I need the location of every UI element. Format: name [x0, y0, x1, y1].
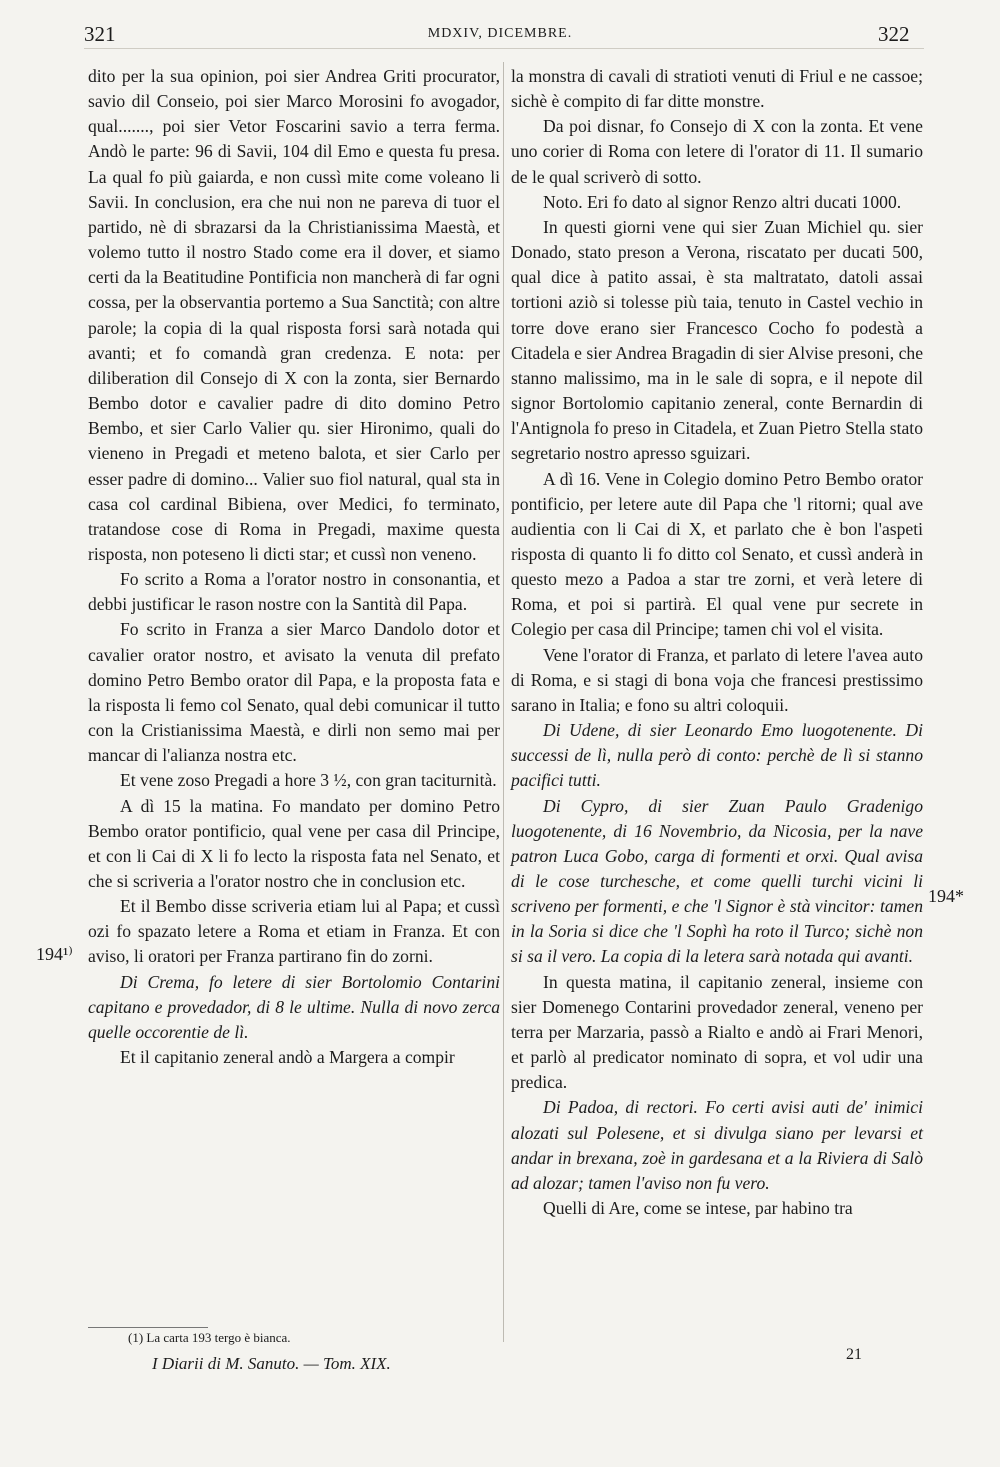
- page-number-right: 322: [878, 22, 910, 46]
- page-number-left: 321: [84, 22, 116, 46]
- column-divider: [503, 62, 504, 1342]
- paragraph: Di Udene, di sier Leonardo Emo luogotenente. Di successi de lì, nulla però di conto: perchè de lì si stanno pacifici tutti.: [511, 720, 923, 791]
- paragraph: In questi giorni vene qui sier Zuan Michiel qu. sier Donado, stato preson a Verona, riscatato per ducati 500, qual dice à patito assai, è sta maltratato, datoli assai tortioni aziò si tolesse più taia, tenuto in Castel vechio in torre dove erano sier Francesco Cocho fo podestà a Citadela e sier Andrea Bragadin di sier Alvise presoni, che stanno malissimo, ma in le sale di sopra, e il nepote dil signor Bortolomio capitanio zeneral, conte Bernardin di l'Antignola fo preso in Citadela, et Zuan Pietro Stella stato segretario nostro apresso sguizari.: [511, 216, 923, 464]
- left-column: [88, 64, 500, 1070]
- header-rule: [84, 48, 924, 49]
- paragraph: Et vene zoso Pregadi a hore 3 ½, con gran taciturnità.: [120, 770, 497, 791]
- paragraph: Da poi disnar, fo Consejo di X con la zonta. Et vene uno corier di Roma con letere di l'orator di 11. Il sumario de le qual scriverò di sotto.: [511, 116, 923, 187]
- paragraph: Et il Bembo disse scriveria etiam lui al Papa; et cussì ozi fo spazato letere a Roma et etiam in Franza. Et con aviso, li oratori per Franza partirano fin do zorni.: [88, 896, 500, 967]
- paragraph: Et il capitanio zeneral andò a Margera a compir: [120, 1047, 455, 1068]
- footnote-rule: [88, 1327, 208, 1328]
- paragraph: la monstra di cavali di stratioti venuti di Friul e ne cassoe; sichè è compito di far ditte monstre.: [511, 66, 923, 112]
- paragraph: A dì 16. Vene in Colegio domino Petro Bembo orator pontificio, per letere aute dil Papa che 'l ritorni; qual ave audientia con li Cai di X, et parlato che è bon l'aspeti risposta di quanto li fo ditto col Senato, et cussì anderà in questo mezo a Padoa a star tre zorni, et verà letere di Roma, et poi si partirà. El qual vene pur secrete in Colegio per casa dil Principe; tamen chi vol el visita.: [511, 468, 923, 640]
- paragraph: Di Crema, fo letere di sier Bortolomio Contarini capitano e provedador, di 8 le ultime. Nulla di novo zerca quelle occorentie de lì.: [88, 971, 500, 1042]
- paragraph: Quelli di Are, come se intese, par habino tra: [543, 1198, 853, 1219]
- right-column: [511, 64, 923, 1221]
- paragraph: Di Padoa, di rectori. Fo certi avisi auti de' inimici alozati sul Polesene, et si divulga siano per levarsi et andar in brexana, zoè in gardesana et a la Riviera di Salò ad alozar; tamen l'aviso non fu vero.: [511, 1097, 923, 1193]
- signature-number: 21: [846, 1346, 862, 1363]
- footer-title: I Diarii di M. Sanuto. — Tom. XIX.: [152, 1354, 391, 1373]
- paragraph: Di Cypro, di sier Zuan Paulo Gradenigo luogotenente, di 16 Novembrio, da Nicosia, per la nave patron Luca Gobo, carga di formenti et orxi. Qual avisa di le cose turchesche, et come quelli turchi vicini li scriveno per formenti, e che 'l Signor è stà vincitor: tamen in la Soria si dice che 'l Sophì ha roto il Turco; sichè non si sa il vero. La copia di la letera sarà notada qui avanti.: [511, 795, 923, 967]
- paragraph: Vene l'orator di Franza, et parlato di letere l'avea auto di Roma, e si stagi di bona voja che francesi prestissimo sarano in Italia; e fono su altri coloquii.: [511, 644, 923, 715]
- footnote: (1) La carta 193 tergo è bianca.: [128, 1330, 291, 1345]
- paragraph: Fo scrito in Franza a sier Marco Dandolo dotor et cavalier orator nostro, et avisato la venuta dil prefato domino Petro Bembo orator dil Papa, e la proposta fata e la risposta li femo col Senato, qual debi comunicar il tutto con la Cristianissima Maestà, e dirli non semo mai per mancar di l'alianza nostra etc.: [88, 619, 500, 766]
- paragraph: In questa matina, il capitanio zeneral, insieme con sier Domenego Contarini provedador zeneral, veneno per terra per Marzaria, passò a Rialto e andò ai Frari Menori, et parlò al predicator nominato di sopra, et vol udir una predica.: [511, 971, 923, 1093]
- margin-marker-right: 194*: [928, 886, 964, 906]
- paragraph: Noto. Eri fo dato al signor Renzo altri ducati 1000.: [543, 191, 902, 212]
- paragraph: Fo scrito a Roma a l'orator nostro in consonantia, et debbi justificar le rason nostre con la Santità dil Papa.: [88, 569, 500, 615]
- paragraph: A dì 15 la matina. Fo mandato per domino Petro Bembo orator pontificio, qual vene per casa dil Principe, et con li Cai di X li fo lecto la risposta fata nel Senato, et che si scriveria a l'orator nostro che in conclusion etc.: [88, 795, 500, 891]
- paragraph: dito per la sua opinion, poi sier Andrea Griti procurator, savio dil Conseio, poi sier Marco Morosini fo avogador, qual......., poi sier Vetor Foscarini savio a terra ferma. Andò le parte: 96 di Savii, 104 dil Emo e questa fu presa. La qual fo più gaiarda, e non cussì mite come voleano li Savii. In conclusion, era che nui non ne pareva di tuor el partido, nè di sbrazarsi da la Christianissima Maestà, et volemo tutto il nostro Stado come era il dover, et siamo certi da la Beatitudine Pontificia non mancherà di far ogni cossa, per la observantia portemo a Sua Sanctità; con altre parole; la copia di la qual risposta forsi sarà notada qui avanti; et fo comandà gran credenza. E nota: per diliberation dil Consejo di X con la zonta, sier Bernardo Bembo dotor e cavalier padre di dito domino Petro Bembo, et sier Carlo Valier qu. sier Hironimo, quali do vieneno in Pregadi et meteno balota, et sier Carlo per esser padre di domino... Valier suo fiol natural, qual sta in casa col cardinal Bibiena, over Medici, fo terminato, tratandose cose di Roma in Pregadi, maxime questa risposta, non poteseno li dicti star; et cussì non veneno.: [88, 66, 500, 564]
- running-header: MDXIV, DICEMBRE.: [427, 26, 573, 41]
- margin-marker-left: 194¹⁾: [36, 944, 73, 964]
